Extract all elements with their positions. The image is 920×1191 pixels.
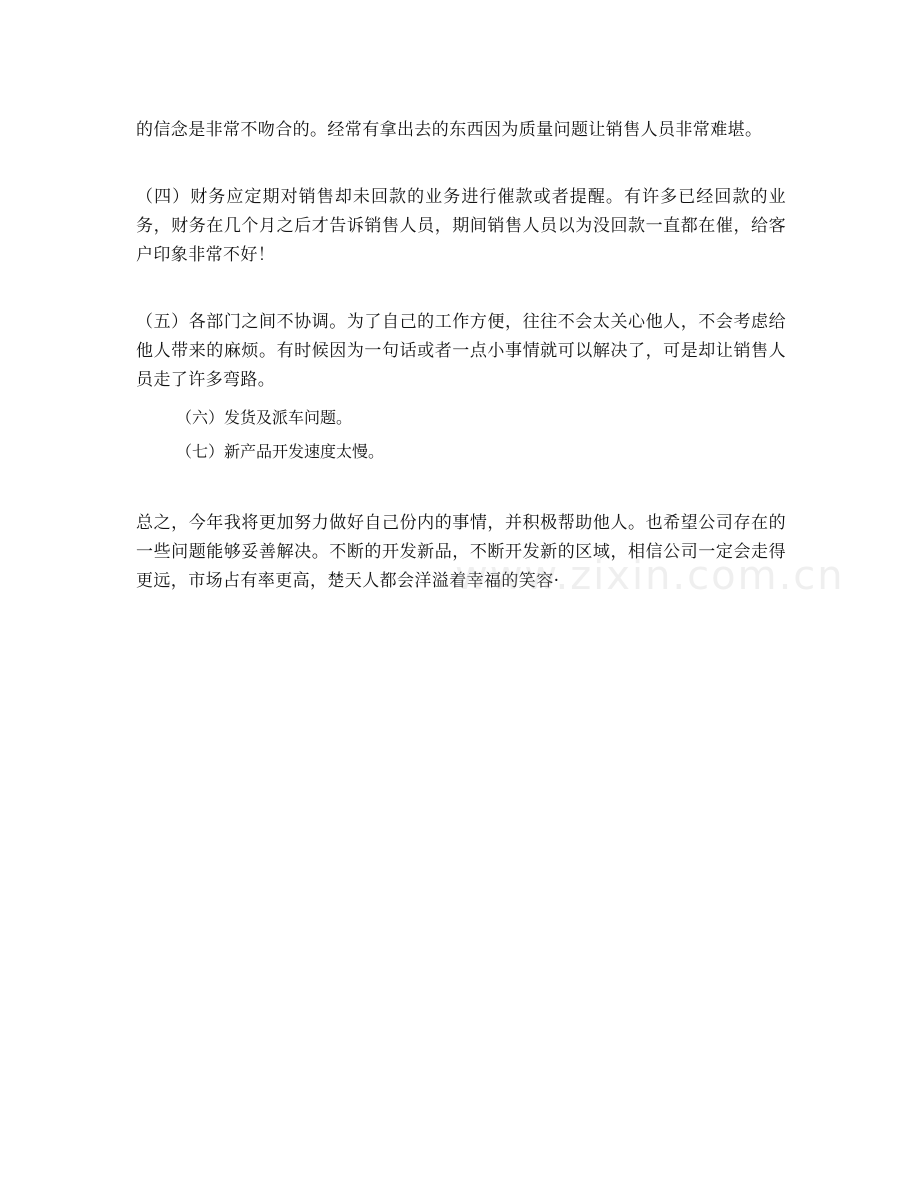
list-item-shipping: （六）发货及派车问题。 [176,408,353,427]
list-item-new-product: （七）新产品开发速度太慢。 [176,442,385,461]
document-body [136,116,786,596]
issue-list [136,401,786,469]
paragraph-conclusion: 总之，今年我将更加努力做好自己份内的事情，并积极帮助他人。也希望公司存在的一些问题能够妥善解决。不断的开发新品，不断开发新的区域，相信公司一定会走得更远，市场占有率更高，楚天人都会洋溢着幸福的笑容· [136,513,786,591]
paragraph-department-coordination: （五）各部门之间不协调。为了自己的工作方便，往往不会太关心他人，不会考虑给他人带来的麻烦。有时候因为一句话或者一点小事情就可以解决了，可是却让销售人员走了许多弯路。 [136,312,786,390]
watermark: www.zixin.com.cn [455,553,845,599]
paragraph-finance-collection: （四）财务应定期对销售却未回款的业务进行催款或者提醒。有许多已经回款的业务，财务在几个月之后才告诉销售人员，期间销售人员以为没回款一直都在催，给客户印象非常不好！ [136,187,786,265]
paragraph-quality-issue: 的信念是非常不吻合的。经常有拿出去的东西因为质量问题让销售人员非常难堪。 [136,120,763,140]
